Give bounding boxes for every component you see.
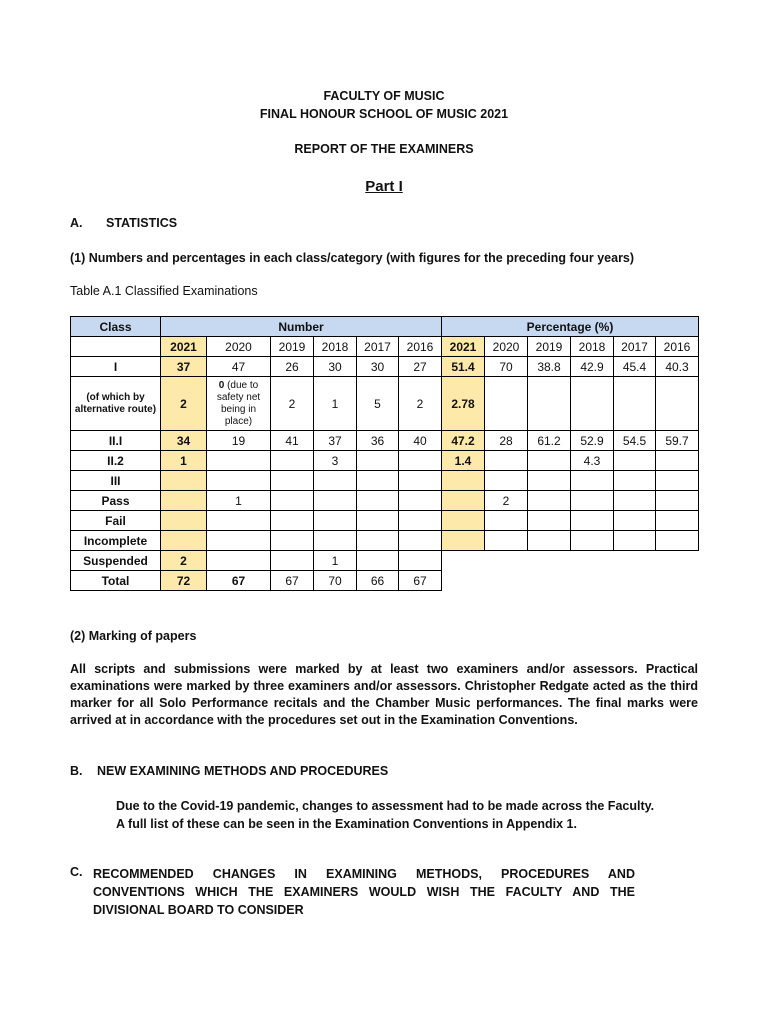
- year-cell: 2017: [614, 337, 656, 357]
- number-cell: 2: [399, 377, 442, 431]
- row-label: (of which by alternative route): [71, 377, 161, 431]
- percentage-cell: [442, 531, 485, 551]
- number-cell: [399, 491, 442, 511]
- percentage-cell: 45.4: [614, 357, 656, 377]
- percentage-cell: [571, 491, 614, 511]
- table-row: [71, 491, 699, 511]
- section-b-letter: B.: [70, 764, 83, 778]
- number-cell: [161, 491, 207, 511]
- number-cell: 1: [207, 491, 271, 511]
- number-cell: 5: [357, 377, 399, 431]
- school-heading: FINAL HONOUR SCHOOL OF MUSIC 2021: [259, 107, 509, 121]
- number-cell: [161, 511, 207, 531]
- percentage-cell: [528, 377, 571, 431]
- row-label: Incomplete: [71, 531, 161, 551]
- number-cell: [399, 471, 442, 491]
- percentage-cell: 52.9: [571, 431, 614, 451]
- number-cell: 72: [161, 571, 207, 591]
- percentage-cell: [614, 377, 656, 431]
- percentage-cell: [442, 491, 485, 511]
- report-title: REPORT OF THE EXAMINERS: [294, 142, 474, 156]
- percentage-cell: 47.2: [442, 431, 485, 451]
- number-cell: 3: [314, 451, 357, 471]
- percentage-cell: 2.78: [442, 377, 485, 431]
- year-row: [71, 337, 699, 357]
- percentage-cell: [656, 511, 699, 531]
- percentage-cell: [528, 471, 571, 491]
- number-cell: 70: [314, 571, 357, 591]
- percentage-cell: [571, 531, 614, 551]
- percentage-cell: [528, 491, 571, 511]
- section-a-title: STATISTICS: [106, 216, 178, 230]
- number-cell: [271, 451, 314, 471]
- number-cell: [357, 451, 399, 471]
- number-cell: [207, 451, 271, 471]
- number-cell: 47: [207, 357, 271, 377]
- row-label: II.2: [71, 451, 161, 471]
- number-cell: [271, 471, 314, 491]
- percentage-cell: [571, 471, 614, 491]
- table-row: [71, 571, 699, 591]
- table-row: [71, 471, 699, 491]
- number-cell: 41: [271, 431, 314, 451]
- percentage-cell: [528, 531, 571, 551]
- number-cell: 2: [271, 377, 314, 431]
- section-a-letter: A.: [70, 216, 83, 230]
- percentage-cell: [656, 451, 699, 471]
- header-number: Number: [161, 317, 442, 337]
- number-cell: 26: [271, 357, 314, 377]
- percentage-cell: [614, 451, 656, 471]
- number-cell: 30: [357, 357, 399, 377]
- number-cell: 37: [314, 431, 357, 451]
- number-cell: 2: [161, 377, 207, 431]
- year-cell: 2020: [485, 337, 528, 357]
- part-title: Part I: [365, 178, 403, 195]
- number-cell: [399, 551, 442, 571]
- row-label: I: [71, 357, 161, 377]
- number-cell: 1: [161, 451, 207, 471]
- row-label: III: [71, 471, 161, 491]
- table-caption: Table A.1 Classified Examinations: [70, 284, 258, 298]
- marking-heading: (2) Marking of papers: [70, 629, 197, 643]
- number-cell: [207, 551, 271, 571]
- percentage-cell: 28: [485, 431, 528, 451]
- percentage-cell: [656, 491, 699, 511]
- table-row: [71, 357, 699, 377]
- percentage-cell: [485, 377, 528, 431]
- year-cell: 2018: [571, 337, 614, 357]
- number-cell: [207, 511, 271, 531]
- number-cell: [161, 531, 207, 551]
- marking-paragraph: All scripts and submissions were marked by at least two examiners and/or assessors. Practical examinations were marked by three examiners and/or assessors. Christopher Redgate acted as the third marker for all Solo Performance recitals and the Chamber Music performances. The final marks were arrived at in accordance with the procedures set out in the Examination Conventions.: [70, 662, 698, 727]
- percentage-cell: 54.5: [614, 431, 656, 451]
- section-c-letter: C.: [70, 865, 83, 879]
- number-cell: [357, 551, 399, 571]
- percentage-cell: 2: [485, 491, 528, 511]
- number-cell: 1: [314, 551, 357, 571]
- statistics-subheading: (1) Numbers and percentages in each class/category (with figures for the preceding four years): [70, 251, 635, 265]
- percentage-cell: [614, 491, 656, 511]
- header-class: Class: [71, 317, 161, 337]
- table-header-row: [71, 317, 699, 337]
- number-cell: 66: [357, 571, 399, 591]
- percentage-cell: [571, 377, 614, 431]
- number-cell: [207, 471, 271, 491]
- number-cell: [399, 451, 442, 471]
- number-cell: 1: [314, 377, 357, 431]
- percentage-cell: 42.9: [571, 357, 614, 377]
- number-cell: [314, 511, 357, 531]
- number-cell: [207, 531, 271, 551]
- row-label: Suspended: [71, 551, 161, 571]
- number-cell: 34: [161, 431, 207, 451]
- row-label: Pass: [71, 491, 161, 511]
- number-cell: 27: [399, 357, 442, 377]
- number-cell: 67: [271, 571, 314, 591]
- percentage-cell: [485, 531, 528, 551]
- year-cell: 2016: [656, 337, 699, 357]
- number-cell: 2: [161, 551, 207, 571]
- number-cell: 0 (due to safety net being in place): [207, 377, 271, 431]
- number-cell: [271, 491, 314, 511]
- number-cell: 19: [207, 431, 271, 451]
- percentage-cell: [571, 511, 614, 531]
- number-cell: [161, 471, 207, 491]
- number-cell: 40: [399, 431, 442, 451]
- year-cell: 2019: [271, 337, 314, 357]
- table-row: [71, 377, 699, 431]
- number-cell: [399, 531, 442, 551]
- percentage-cell: 61.2: [528, 431, 571, 451]
- number-cell: [357, 511, 399, 531]
- table-row: [71, 511, 699, 531]
- percentage-cell: [485, 451, 528, 471]
- number-cell: [314, 471, 357, 491]
- percentage-cell: 51.4: [442, 357, 485, 377]
- year-cell: 2017: [357, 337, 399, 357]
- percentage-cell: [614, 471, 656, 491]
- percentage-cell: [614, 531, 656, 551]
- number-cell: [357, 491, 399, 511]
- percentage-cell: [656, 377, 699, 431]
- table-row: [71, 451, 699, 471]
- percentage-cell: [614, 511, 656, 531]
- header-percentage: Percentage (%): [442, 317, 699, 337]
- year-cell: 2020: [207, 337, 271, 357]
- number-cell: [357, 471, 399, 491]
- section-c-title: RECOMMENDED CHANGES IN EXAMINING METHODS, PROCEDURES AND CONVENTIONS WHICH THE EXAMINERS WOULD WISH THE FACULTY AND THE DIVISIONAL BOARD TO CONSIDER: [93, 867, 635, 917]
- faculty-heading: FACULTY OF MUSIC: [323, 89, 445, 103]
- number-cell: 30: [314, 357, 357, 377]
- number-cell: 67: [207, 571, 271, 591]
- number-cell: [271, 511, 314, 531]
- classified-examinations-table: [70, 316, 699, 591]
- row-label: Fail: [71, 511, 161, 531]
- number-cell: [271, 531, 314, 551]
- percentage-cell: [442, 511, 485, 531]
- percentage-cell: 70: [485, 357, 528, 377]
- row-label: II.I: [71, 431, 161, 451]
- number-cell: 67: [399, 571, 442, 591]
- section-b-title: NEW EXAMINING METHODS AND PROCEDURES: [97, 764, 389, 778]
- number-cell: 37: [161, 357, 207, 377]
- percentage-cell: [528, 451, 571, 471]
- table-row: [71, 431, 699, 451]
- percentage-cell: [442, 471, 485, 491]
- year-cell: 2016: [399, 337, 442, 357]
- table-row: [71, 551, 699, 571]
- year-cell: 2021: [442, 337, 485, 357]
- number-cell: [314, 491, 357, 511]
- number-cell: [357, 531, 399, 551]
- percentage-cell: 40.3: [656, 357, 699, 377]
- table-row: [71, 531, 699, 551]
- year-cell: 2018: [314, 337, 357, 357]
- percentage-cell: [656, 531, 699, 551]
- percentage-cell: 4.3: [571, 451, 614, 471]
- percentage-cell: [656, 471, 699, 491]
- percentage-cell: [485, 511, 528, 531]
- number-cell: [271, 551, 314, 571]
- section-b-paragraph: Due to the Covid-19 pandemic, changes to assessment had to be made across the Faculty. A full list of these can be seen in the Examination Conventions in Appendix 1.: [116, 799, 655, 831]
- number-cell: 36: [357, 431, 399, 451]
- percentage-cell: 1.4: [442, 451, 485, 471]
- year-cell: 2019: [528, 337, 571, 357]
- percentage-cell: [485, 471, 528, 491]
- number-cell: [314, 531, 357, 551]
- row-label: Total: [71, 571, 161, 591]
- year-cell: 2021: [161, 337, 207, 357]
- percentage-cell: 38.8: [528, 357, 571, 377]
- number-cell: [399, 511, 442, 531]
- percentage-cell: [528, 511, 571, 531]
- percentage-cell: 59.7: [656, 431, 699, 451]
